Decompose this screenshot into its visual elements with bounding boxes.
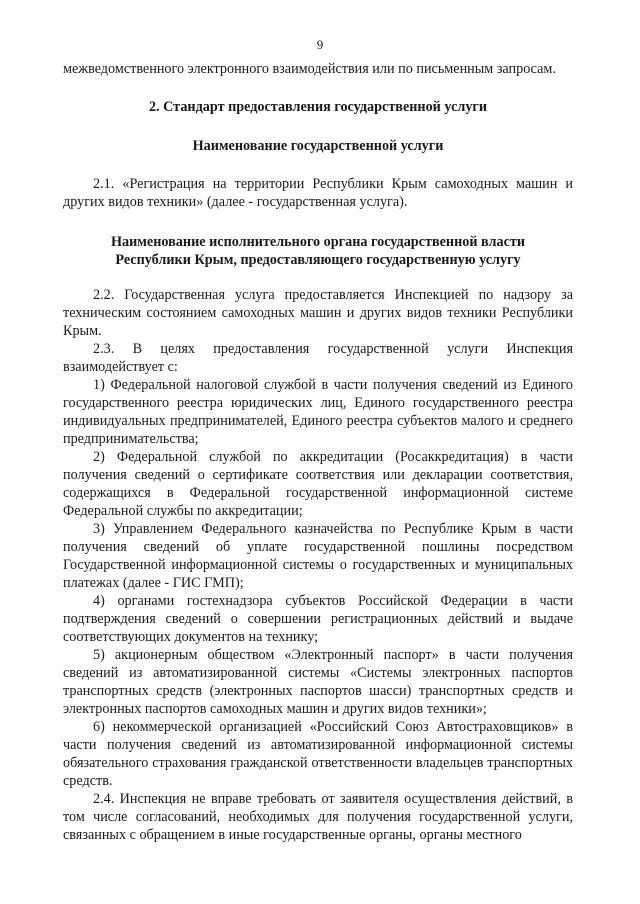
list-item-2: 2) Федеральной службой по аккредитации (Росаккредитация) в части получения сведений о сертификате соответствия или декларации соответствия, содержащихся в Федеральной государственной информационной системе Федеральной службы по аккредитации; [63, 449, 573, 519]
subheading-organ [63, 233, 573, 269]
list-item-4: 4) органами гостехнадзора субъектов Российской Федерации в части подтверждения сведений о совершении регистрационных действий и выдаче соответствующих документов на технику; [63, 593, 573, 645]
section-heading-standard: 2. Стандарт предоставления государственной услуги [148, 99, 488, 115]
subheading-organ-line-2: Республики Крым, предоставляющего государственную услугу [115, 252, 521, 268]
list-item-6: 6) некоммерческой организацией «Российский Союз Автостраховщиков» в части получения сведений из автоматизированной информационной системы обязательного страхования гражданской ответственности владельцев транспортных средств. [63, 719, 573, 789]
intro-line: межведомственного электронного взаимодействия или по письменным запросам. [63, 61, 556, 77]
list-item-5: 5) акционерным обществом «Электронный паспорт» в части получения сведений из автоматизированной системы «Системы электронных паспортов транспортных средств (электронных паспортов шасси) транспортных средств и электронных паспортов самоходных машин и других видов техники»; [63, 647, 573, 717]
list-item-1: 1) Федеральной налоговой службой в части получения сведений из Единого государственного реестра юридических лиц, Единого государственного реестра индивидуальных предпринимателей, Единого реестра субъектов малого и среднего предпринимательства; [63, 377, 573, 447]
document-body [63, 60, 573, 844]
paragraph-2-2: 2.2. Государственная услуга предоставляется Инспекцией по надзору за техническим состоянием самоходных машин и других видов техники Республики Крым. [63, 287, 573, 339]
page-number: 9 [316, 37, 324, 52]
paragraph-2-1: 2.1. «Регистрация на территории Республики Крым самоходных машин и других видов техники» (далее - государственная услуга). [63, 176, 573, 210]
paragraph-2-3: 2.3. В целях предоставления государственной услуги Инспекция взаимодействует с: [63, 341, 573, 375]
list-item-3: 3) Управлением Федерального казначейства по Республике Крым в части получения сведений об уплате государственной пошлины посредством Государственной информационной системы о государственных и муниципальных платежах (далее - ГИС ГМП); [63, 521, 573, 591]
paragraph-2-4: 2.4. Инспекция не вправе требовать от заявителя осуществления действий, в том числе согласований, необходимых для получения государственной услуги, связанных с обращением в иные государственные органы, органы местного [63, 791, 573, 843]
subheading-service-name: Наименование государственной услуги [192, 138, 444, 154]
subheading-organ-line-1: Наименование исполнительного органа государственной власти [110, 234, 526, 250]
